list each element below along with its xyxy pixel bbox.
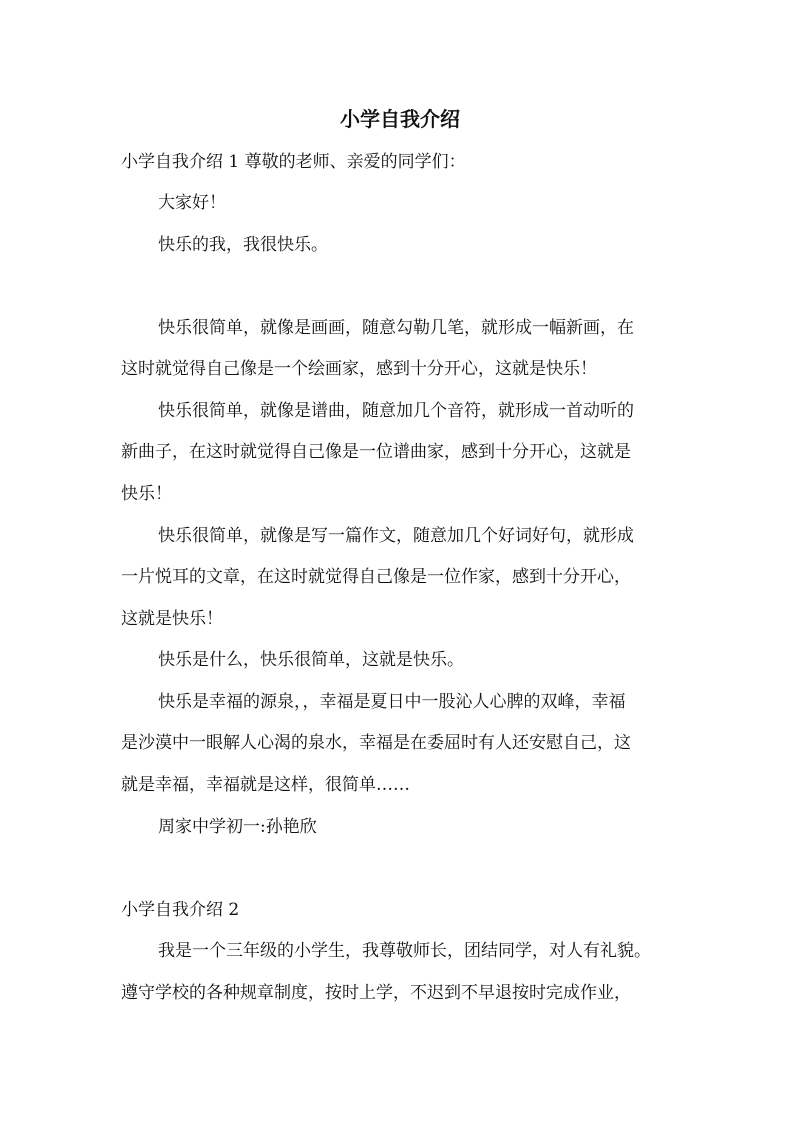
document-title: 小学自我介绍 [340, 107, 460, 131]
text-line: 这时就觉得自己像是一个绘画家，感到十分开心，这就是快乐！ [121, 359, 597, 379]
text-line: 快乐很简单，就像是画画，随意勾勒几笔，就形成一幅新画，在 [158, 318, 634, 338]
text-line: 快乐的我，我很快乐。 [158, 235, 328, 255]
text-line: 这就是快乐！ [121, 609, 223, 629]
text-line: 我是一个三年级的小学生，我尊敬师长，团结同学，对人有礼貌。 [158, 941, 651, 961]
text-line: 周家中学初一:孙艳欣 [158, 817, 317, 837]
text-line: 快乐！ [121, 484, 172, 504]
text-line: 快乐很简单，就像是谱曲，随意加几个音符，就形成一首动听的 [158, 401, 634, 421]
text-line: 大家好！ [158, 193, 226, 213]
text-line: 遵守学校的各种规章制度，按时上学，不迟到不早退按时完成作业， [121, 983, 631, 1003]
text-line: 新曲子，在这时就觉得自己像是一位谱曲家，感到十分开心，这就是 [121, 442, 631, 462]
text-line: 一片悦耳的文章，在这时就觉得自己像是一位作家，感到十分开心， [121, 567, 631, 587]
text-line: 就是幸福，幸福就是这样，很简单…… [121, 775, 410, 795]
text-line: 快乐是什么，快乐很简单，这就是快乐。 [158, 650, 464, 670]
section-heading: 小学自我介绍 2 [121, 900, 240, 920]
text-line: 快乐很简单，就像是写一篇作文，随意加几个好词好句，就形成 [158, 526, 634, 546]
text-line: 是沙漠中一眼解人心渴的泉水，幸福是在委屈时有人还安慰自己，这 [121, 733, 631, 753]
text-line: 快乐是幸福的源泉，，幸福是夏日中一股沁人心脾的双峰，幸福 [158, 692, 626, 712]
text-line: 小学自我介绍 1 尊敬的老师、亲爱的同学们： [121, 152, 466, 172]
